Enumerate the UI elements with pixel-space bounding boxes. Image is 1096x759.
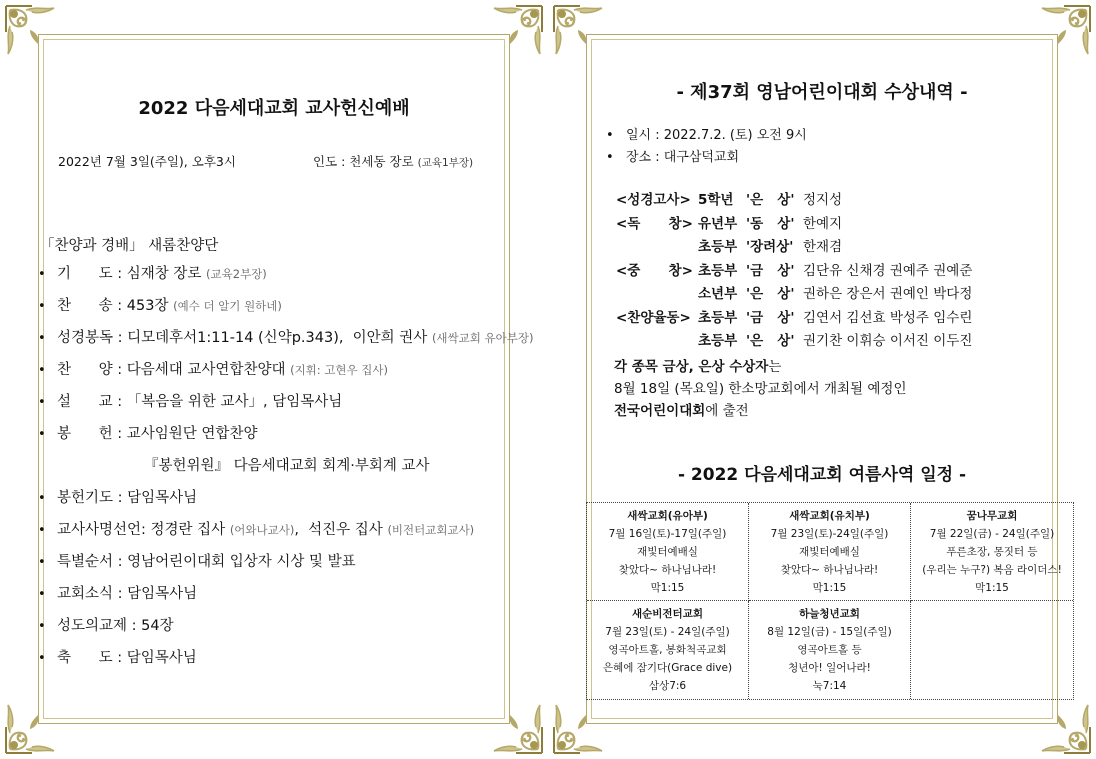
award-group: 초등부 — [698, 309, 738, 326]
award-category: <중 창> — [616, 262, 693, 279]
schedule-line: 막1:15 — [812, 582, 847, 594]
order-note: (교육2부장) — [206, 267, 267, 281]
order-item — [38, 486, 518, 518]
award-group: 초등부 — [698, 239, 738, 255]
order-label: 성경봉독 : — [57, 330, 128, 346]
notice-line: 8월 18일 (목요일) 한소망교회에서 개최될 예정인 — [614, 381, 907, 397]
bullet-icon: • — [38, 523, 46, 538]
award-names: 한재겸 — [803, 239, 843, 255]
award-row — [616, 283, 972, 307]
order-label: 찬 양 : — [57, 362, 127, 378]
bullet-icon: • — [38, 331, 46, 346]
schedule-line: (우리는 누구?) 복음 라이더스! — [922, 564, 1062, 576]
corner-ornament — [550, 2, 614, 66]
schedule-church: 새순비전터교회 — [631, 608, 703, 620]
order-item — [38, 582, 518, 614]
schedule-title: - 2022 다음세대교회 여름사역 일정 - — [677, 465, 967, 485]
bullet-icon: • — [38, 587, 46, 602]
bullet-icon: • — [38, 619, 46, 634]
notice-text: 는 — [768, 359, 782, 375]
order-item — [38, 262, 518, 294]
bullet-icon: • — [38, 363, 46, 378]
award-names: 김단유 신채경 권예주 권예준 — [803, 262, 973, 279]
service-leader — [313, 152, 473, 170]
bullet-icon: • — [38, 491, 46, 506]
schedule-table — [586, 502, 1074, 700]
award-group: 5학년 — [698, 192, 734, 208]
schedule-line: 7월 23일(토)-24일(주일) — [770, 528, 889, 540]
corner-ornament — [1030, 2, 1094, 66]
service-title: 2022 다음세대교회 교사헌신예배 — [138, 98, 410, 119]
order-label: 교회소식 : — [57, 586, 128, 602]
corner-ornament — [2, 2, 66, 66]
award-row — [616, 236, 972, 260]
notice — [614, 356, 907, 422]
schedule-line: 찾았다~ 하나님나라! — [780, 564, 879, 576]
info-text: 장소 : 대구삼덕교회 — [626, 150, 740, 165]
order-item — [38, 518, 518, 550]
award-names: 권기찬 이휘승 이서진 이두진 — [803, 333, 973, 349]
praise-title: 「찬양과 경배」 새롬찬양단 — [40, 238, 219, 254]
info-text: 일시 : 2022.7.2. (토) 오전 9시 — [626, 128, 807, 143]
schedule-line: 7월 23일(토) - 24일(주일) — [605, 626, 730, 638]
schedule-line: 영곡아트홀 등 — [797, 644, 862, 656]
award-row — [616, 213, 972, 237]
schedule-line: 7월 16일(토)-17일(주일) — [608, 528, 727, 540]
award-names: 권하은 장은서 권예인 박다정 — [803, 286, 973, 302]
order-note: (예수 더 알기 원하네) — [173, 299, 282, 313]
flourish-icon — [2, 2, 66, 66]
order-item — [38, 326, 534, 358]
awards-list — [616, 189, 972, 354]
award-prize: '은 상' — [746, 286, 795, 302]
schedule-cell — [587, 503, 749, 601]
award-prize: '장려상' — [746, 239, 794, 255]
award-names: 김연서 김선효 박성주 임수린 — [803, 309, 973, 326]
award-row — [616, 260, 972, 284]
schedule-line: 푸른초장, 몽짓터 등 — [946, 546, 1038, 558]
award-group: 유년부 — [698, 215, 738, 232]
bullet-icon: • — [606, 150, 614, 165]
corner-ornament — [482, 693, 546, 757]
order-value: 교사임원단 연합찬양 — [126, 426, 258, 442]
leader-note: (교육1부장) — [417, 157, 474, 169]
award-category: <찬양율동> — [616, 309, 691, 326]
corner-ornament — [482, 2, 546, 66]
schedule-line: 막1:15 — [650, 582, 685, 594]
order-note: (어와나교사) — [229, 523, 295, 537]
notice-text: 에 출전 — [705, 403, 749, 419]
info-item — [606, 148, 807, 170]
order-item — [38, 454, 518, 486]
award-group: 초등부 — [698, 262, 738, 279]
award-prize: '은 상' — [746, 192, 795, 208]
order-item — [38, 646, 518, 678]
order-note: (새싹교회 유아부장) — [431, 331, 534, 345]
bullet-icon: • — [38, 651, 46, 666]
award-group: 초등부 — [698, 333, 738, 349]
order-label: 성도의교제 : — [57, 618, 142, 634]
schedule-cell — [587, 601, 749, 699]
bullet-icon: • — [38, 267, 46, 282]
service-date: 2022년 7월 3일(주일), 오후3시 — [58, 154, 236, 169]
flourish-icon — [550, 693, 614, 757]
order-value: 54장 — [141, 618, 174, 634]
order-note: (지휘: 고현우 집사) — [290, 363, 388, 377]
order-value: 심재창 장로 — [126, 266, 207, 282]
schedule-cell — [911, 503, 1073, 601]
corner-ornament — [550, 693, 614, 757]
schedule-line: 영곡아트홀, 봉화척곡교회 — [608, 644, 727, 656]
schedule-line: 재빛터예배실 — [799, 546, 860, 558]
award-category: <독 창> — [616, 215, 693, 232]
worship-order-list — [38, 262, 534, 678]
event-info-list — [606, 126, 807, 170]
award-category: <성경고사> — [616, 192, 691, 208]
flourish-icon — [550, 2, 614, 66]
order-item — [38, 422, 518, 454]
order-item — [38, 550, 518, 582]
flourish-icon — [482, 693, 546, 757]
bullet-icon: • — [38, 395, 46, 410]
order-item — [38, 294, 518, 326]
flourish-icon — [1030, 2, 1094, 66]
order-label: 설 교 : — [57, 394, 127, 410]
order-item — [38, 614, 518, 646]
order-value: 디모데후서1:11-14 (신약p.343), 이안희 권사 — [127, 330, 432, 346]
schedule-line: 막1:15 — [975, 582, 1009, 594]
schedule-line: 7월 22일(금) - 24일(주일) — [929, 528, 1055, 540]
order-value: 「복음을 위한 교사」, 담임목사님 — [126, 394, 343, 410]
leader-label: 인도 : 천세동 장로 — [313, 154, 414, 169]
schedule-line: 청년아! 일어나라! — [788, 662, 871, 674]
award-names: 한예지 — [803, 215, 843, 232]
award-prize: '금 상' — [746, 262, 795, 279]
bullet-icon: • — [606, 128, 614, 143]
order-item — [38, 358, 518, 390]
schedule-church: 하늘청년교회 — [799, 608, 860, 620]
order-value: 『봉헌위원』 다음세대교회 회계·부회계 교사 — [144, 458, 430, 474]
schedule-church: 새싹교회(유치부) — [789, 510, 870, 522]
order-item — [38, 390, 518, 422]
corner-ornament — [2, 693, 66, 757]
schedule-line: 삼상7:6 — [648, 680, 687, 692]
order-value: , 석진우 집사 — [294, 522, 388, 538]
info-item — [606, 126, 807, 148]
schedule-church: 꿈나무교회 — [966, 510, 1018, 522]
order-value: 담임목사님 — [127, 490, 198, 506]
schedule-line: 눅7:14 — [812, 680, 847, 692]
order-label: 축 도 : — [57, 650, 127, 666]
flourish-icon — [1030, 693, 1094, 757]
right-page — [548, 0, 1096, 759]
schedule-cell — [911, 601, 1073, 699]
order-value: 영남어린이대회 입상자 시상 및 발표 — [127, 554, 356, 570]
schedule-line: 8월 12일(금) - 15일(주일) — [767, 626, 892, 638]
order-label: 봉 헌 : — [57, 426, 127, 442]
award-row — [616, 307, 972, 331]
schedule-church: 새싹교회(유아부) — [627, 510, 708, 522]
notice-bold: 각 종목 금상, 은상 수상자 — [614, 359, 769, 375]
award-prize: '금 상' — [746, 309, 795, 326]
order-value: 453장 — [126, 298, 174, 314]
flourish-icon — [482, 2, 546, 66]
schedule-line: 은혜에 잠기다(Grace dive) — [602, 662, 733, 674]
award-prize: '동 상' — [746, 215, 795, 232]
award-prize: '은 상' — [746, 333, 795, 349]
schedule-line: 재빛터예배실 — [637, 546, 698, 558]
order-label: 봉헌기도 : — [57, 490, 128, 506]
award-row — [616, 189, 972, 213]
award-group: 소년부 — [698, 286, 738, 302]
bullet-icon: • — [38, 427, 46, 442]
order-note: (비전터교회교사) — [387, 523, 475, 537]
award-names: 정지성 — [803, 192, 843, 208]
order-value: 담임목사님 — [127, 586, 198, 602]
schedule-cell — [749, 601, 911, 699]
award-row — [616, 330, 972, 354]
notice-bold: 전국어린이대회 — [614, 403, 706, 419]
order-label: 특별순서 : — [57, 554, 128, 570]
corner-ornament — [1030, 693, 1094, 757]
order-label: 기 도 : — [57, 266, 127, 282]
schedule-cell — [749, 503, 911, 601]
order-value: 다음세대 교사연합찬양대 — [126, 362, 291, 378]
awards-title: - 제37회 영남어린이대회 수상내역 - — [676, 82, 968, 103]
order-value: 담임목사님 — [126, 650, 197, 666]
bullet-icon: • — [38, 299, 46, 314]
order-label: 찬 송 : — [57, 298, 127, 314]
bullet-icon: • — [38, 555, 46, 570]
flourish-icon — [2, 693, 66, 757]
order-value: 정경란 집사 — [150, 522, 230, 538]
order-label: 교사사명선언: — [57, 522, 151, 538]
schedule-line: 찾았다~ 하나님나라! — [618, 564, 717, 576]
